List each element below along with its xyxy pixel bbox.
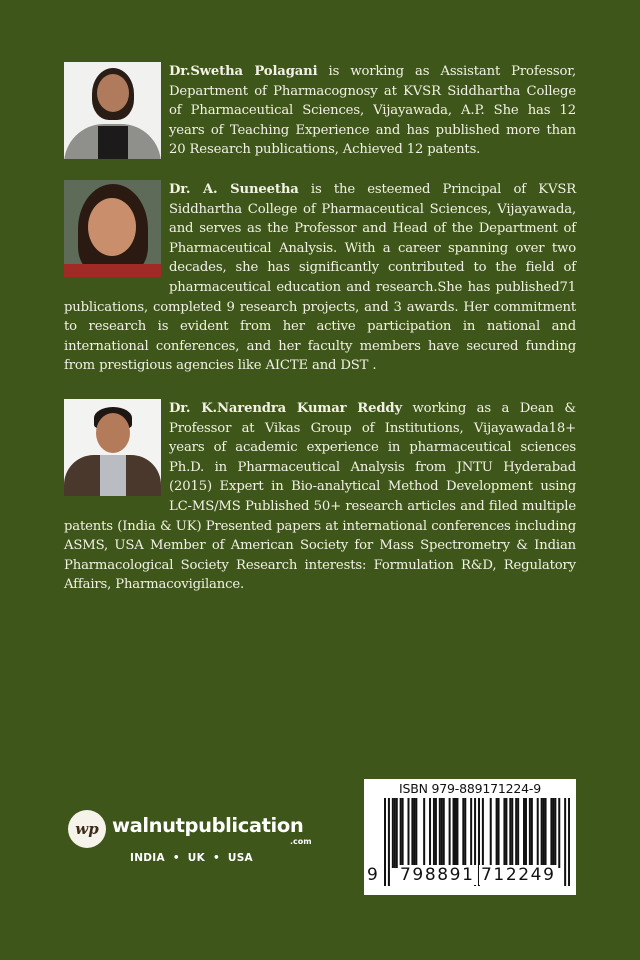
barcode-bar [490,798,492,868]
barcode-bar [411,798,413,868]
barcode-bar [413,798,415,868]
barcode-bar [435,798,437,868]
barcode-right-group: 712249 [481,865,556,885]
barcode-bar [454,798,456,868]
barcode-bar [537,798,539,868]
barcode-bar [511,798,513,868]
publisher-domain: .com [290,837,312,846]
author-name: Dr. K.Narendra Kumar Reddy [169,401,403,416]
barcode-bar [541,798,543,868]
barcode-bar [449,798,451,868]
author-bio-text: is the esteemed Principal of KVSR Siddhartha College of Pharmaceutical Sciences, Vijayawada, and serves as the Professor and Head of the Department of Pharmaceutical Analysis. With a career spanning over two decades, she has significantly contributed to the field of pharmaceutical education and research.She has published71 publications, completed 9 research projects, and 3 awards. Her commitment to research is evident from her active participation in national and international conferences, and her faculty members have secured funding from prestigious agencies like AICTE and DST . [64,182,576,374]
barcode-bar [554,798,556,868]
author-photo-narendra-kumar-reddy [64,399,161,496]
barcode-bar [496,798,498,868]
barcode-bar [456,798,458,868]
barcode-bar [503,798,505,868]
author-photo-a-suneetha [64,180,161,277]
barcode-guard-bar [564,798,566,886]
publisher-logo [68,810,328,870]
barcode-bar [443,798,445,868]
barcode-bar [545,798,547,868]
barcode-bar [558,798,560,868]
barcode-bar [429,798,431,868]
barcode-bar [498,798,500,868]
barcode-bar [441,798,443,868]
barcode-bar [415,798,417,868]
barcode-bar [392,798,394,868]
barcode-bar [402,798,404,868]
publisher-regions: INDIA • UK • USA [130,852,253,864]
barcode-bar [407,798,409,868]
barcode-bar [550,798,552,868]
barcode-bar [517,798,519,868]
barcode-bar [525,798,527,868]
barcode-bar [543,798,545,868]
barcode-bar [400,798,402,868]
author-bio-a-suneetha [64,180,576,376]
barcode-bar [531,798,533,868]
barcode-bar [462,798,464,868]
barcode-guard-bar [388,798,390,886]
barcode-bar [433,798,435,868]
barcode-bar [509,798,511,868]
barcode-first-digit: 9 [367,865,378,885]
barcode-bar [505,798,507,868]
author-bio-narendra-kumar-reddy [64,399,576,595]
author-photo-swetha-polagani [64,62,161,159]
barcode-left-group: 798891 [400,865,475,885]
barcode-bar [523,798,525,868]
barcode-bar [552,798,554,868]
author-name: Dr. A. Suneetha [169,182,299,197]
barcode-bar [453,798,455,868]
author-name: Dr.Swetha Polagani [169,64,318,79]
barcode-guard-bar [384,798,386,886]
barcode-bar [515,798,517,868]
barcode-guard-bar [568,798,570,886]
barcode-bar [439,798,441,868]
barcode-bar [482,798,484,868]
barcode-bar [423,798,425,868]
author-bio-text: is working as Assistant Professor, Department of Pharmacognosy at KVSR Siddhartha College of Pharmaceutical Sciences, Vijayawada, A.P. She has 12 years of Teaching Experience and has published more than 20 Research publications, Achieved 12 patents. [169,64,576,158]
isbn-label: ISBN 979-889171224-9 [399,781,541,796]
author-bio-text: working as a Dean & Professor at Vikas Group of Institutions, Vijayawada18+ years of academic experience in pharmaceutical sciences Ph.D. in Pharmaceutical Analysis from JNTU Hyderabad (2015) Expert in Bio-analytical Method Development using LC-MS/MS Published 50+ research articles and filed multiple patents (India & UK) Presented papers at international conferences including ASMS, USA Member of American Society for Mass Spectrometry & Indian Pharmacological Society Research interests: Formulation R&D, Regulatory Affairs, Pharmacovigilance. [64,401,576,593]
barcode-bar [394,798,396,868]
barcode-bar [529,798,531,868]
barcode-bar [396,798,398,868]
barcode-bar [464,798,466,868]
author-bio-swetha-polagani [64,62,576,163]
isbn-barcode [364,779,576,895]
barcode-bar [470,798,472,868]
walnut-logo-icon: wp [68,810,106,848]
publisher-name: walnutpublication [112,814,304,837]
